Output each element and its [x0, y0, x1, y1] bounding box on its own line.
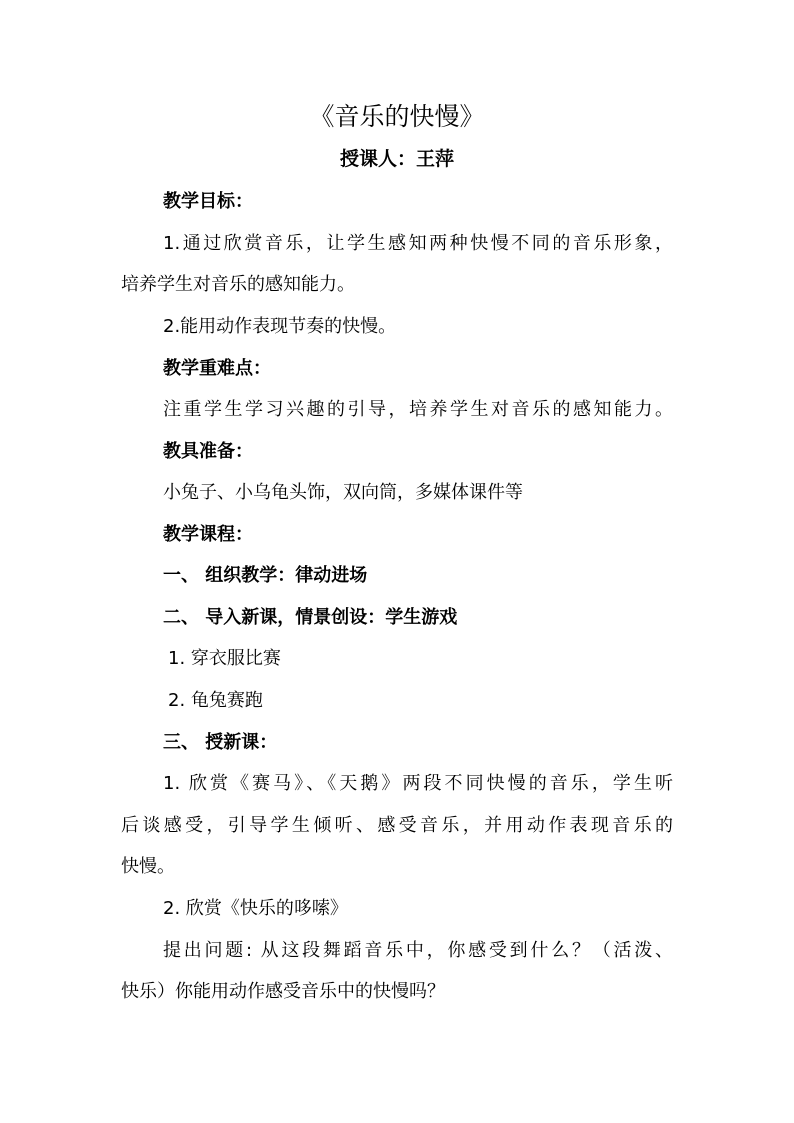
- objective-1-line-2: 培养学生对音乐的感知能力。: [121, 274, 355, 295]
- game-2: 2. 龟兔赛跑: [168, 690, 263, 711]
- new-lesson-1-line-2: 后谈感受，引导学生倾听、感受音乐，并用动作表现音乐的: [121, 815, 673, 836]
- objectives-heading: 教学目标：: [163, 191, 253, 212]
- objective-2: 2.能用动作表现节奏的快慢。: [163, 316, 397, 337]
- new-lesson-1-line-3: 快慢。: [121, 856, 175, 877]
- question-line-2: 快乐）你能用动作感受音乐中的快慢吗？: [121, 981, 445, 1002]
- teacher-line: 授课人：王萍: [339, 148, 454, 170]
- key-points-text: 注重学生学习兴趣的引导，培养学生对音乐的感知能力。: [163, 399, 673, 420]
- key-points-heading: 教学重难点：: [163, 358, 271, 379]
- materials-text: 小兔子、小乌龟头饰，双向筒，多媒体课件等: [163, 482, 523, 503]
- game-1: 1. 穿衣服比赛: [168, 648, 281, 669]
- materials-heading: 教具准备：: [163, 441, 253, 462]
- section-3-heading: 三、 授新课：: [163, 732, 278, 753]
- question-line-1: 提出问题: 从这段舞蹈音乐中，你感受到什么？（活泼、: [163, 940, 673, 961]
- section-1-heading: 一、 组织教学：律动进场: [163, 565, 368, 586]
- objective-1-line-1: 1.通过欣赏音乐，让学生感知两种快慢不同的音乐形象，: [163, 233, 673, 254]
- new-lesson-2: 2. 欣赏《快乐的哆嗦》: [163, 898, 348, 919]
- process-heading: 教学课程：: [163, 524, 253, 545]
- section-2-heading: 二、 导入新课，情景创设：学生游戏: [163, 607, 458, 628]
- new-lesson-1-line-1: 1. 欣赏《赛马》、《天鹅》两段不同快慢的音乐，学生听: [163, 773, 673, 794]
- page-title: 《音乐的快慢》: [309, 102, 485, 131]
